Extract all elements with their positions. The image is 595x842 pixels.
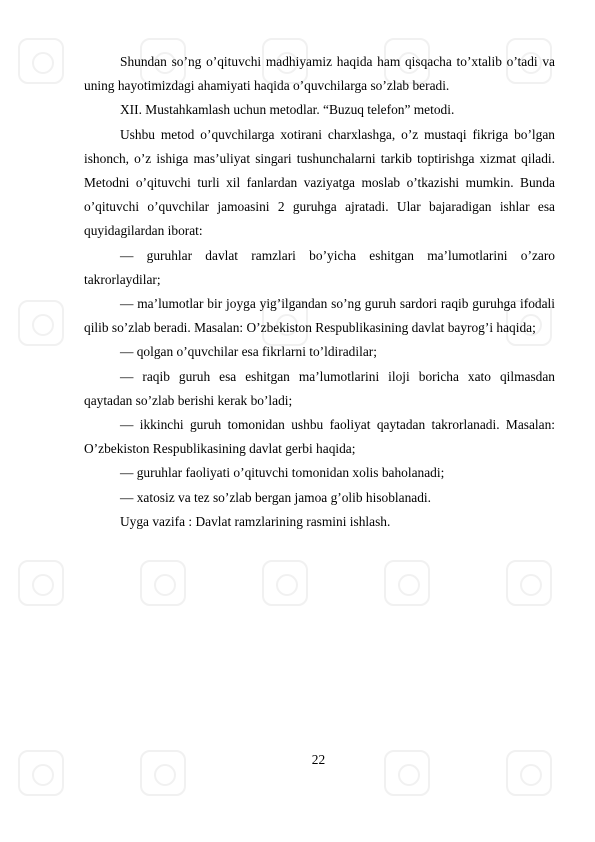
watermark-logo-icon [140, 560, 186, 606]
section-heading: XII. Mustahkamlash uchun metodlar. “Buzuq telefon” metodi. [120, 102, 455, 118]
list-item: — ikkinchi guruh tomonidan ushbu faoliyat qaytadan takrorlanadi. Masalan: O’zbekiston Respublikasining davlat gerbi haqida; [84, 417, 555, 457]
paragraph-method-description: Ushbu metod o’quvchilarga xotirani charxlashga, o’z mustaqi fikriga bo’lgan ishonch, o’z ishiga mas’uliyat singari tushunchalarni tarkib toptirishga xizmat qiladi. Metodni o’qituvchi turli xil fanlardan vaziyatga moslab o’tkazishi mumkin. Bunda o’qituvchi o’quvchilar jamoasini 2 guruhga ajratadi. Ular bajaradigan ishlar esa quyidagilardan iborat: [84, 126, 555, 239]
watermark-logo-icon [18, 560, 64, 606]
list-item: — raqib guruh esa eshitgan ma’lumotlarini iloji boricha xato qilmasdan qaytadan so’zlab berishi kerak bo’ladi; [84, 368, 555, 408]
document-body [84, 50, 555, 534]
list-item: — ma’lumotlar bir joyga yig’ilgandan so’ng guruh sardori raqib guruhga ifodali qilib so’zlab beradi. Masalan: O’zbekiston Respublikasining davlat bayrog’i haqida; [84, 296, 555, 336]
page-number: 22 [311, 752, 326, 767]
watermark-logo-icon [18, 38, 64, 84]
watermark-logo-icon [384, 560, 430, 606]
list-item: — guruhlar faoliyati o’qituvchi tomonidan xolis baholanadi; [120, 465, 445, 481]
list-item: — xatosiz va tez so’zlab bergan jamoa g’olib hisoblanadi. [120, 489, 431, 505]
paragraph-intro: Shundan so’ng o’qituvchi madhiyamiz haqida ham qisqacha to’xtalib o’tadi va uning hayotimizdagi ahamiyati haqida o’quvchilarga so’zlab beradi. [84, 54, 555, 94]
watermark-logo-icon [506, 560, 552, 606]
list-item: — qolgan o’quvchilar esa fikrlarni to’ldiradilar; [120, 344, 377, 360]
homework-paragraph: Uyga vazifa : Davlat ramzlarining rasmini ishlash. [120, 513, 391, 529]
watermark-logo-icon [18, 300, 64, 346]
list-item: — guruhlar davlat ramzlari bo’yicha eshitgan ma’lumotlarini o’zaro takrorlaydilar; [84, 247, 555, 287]
watermark-logo-icon [262, 560, 308, 606]
